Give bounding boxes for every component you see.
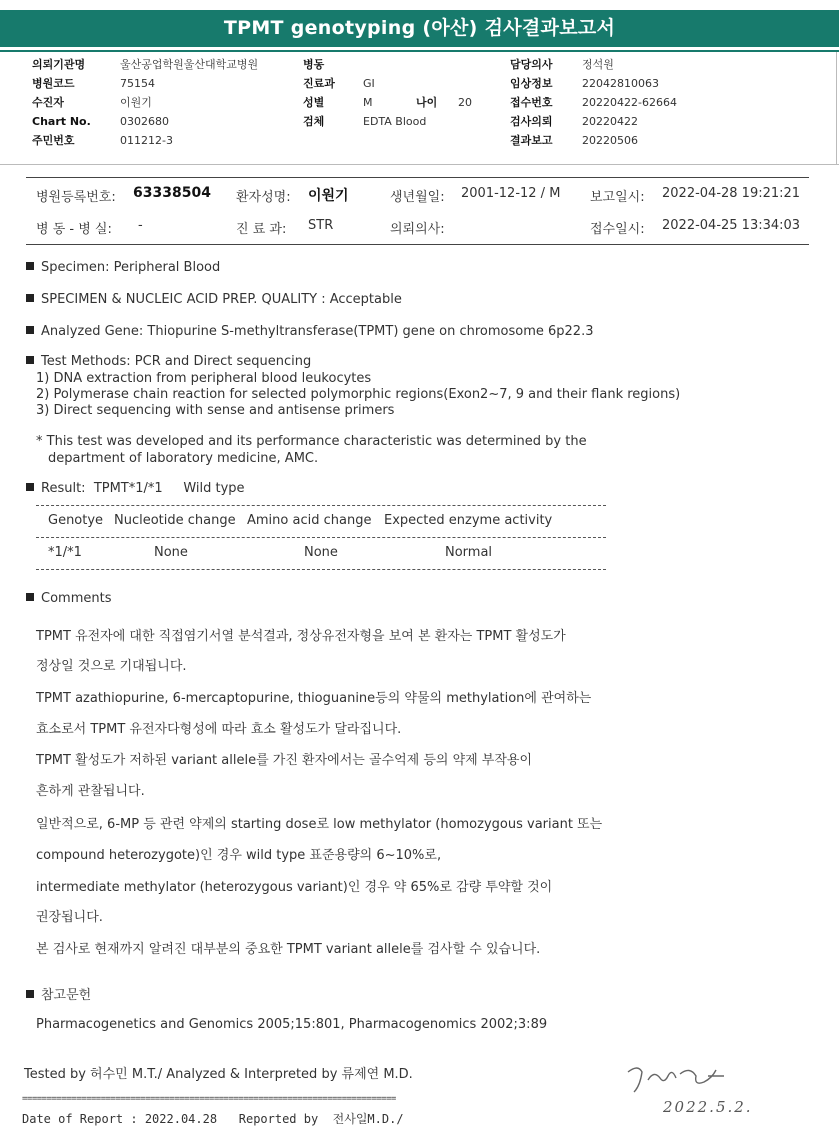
result-heading: Result: TPMT*1/*1 Wild type [26, 481, 245, 496]
method-note: department of laboratory medicine, AMC. [48, 451, 319, 466]
info-row: 임상정보 22042810063 [510, 77, 659, 90]
info-frame-right [836, 52, 837, 165]
patient-bottom-rule [26, 244, 809, 245]
comment-line: 권장됩니다. [36, 910, 103, 925]
specimen-line: Specimen: Peripheral Blood [26, 260, 220, 275]
comment-line: TPMT 유전자에 대한 직접염기서열 분석결과, 정상유전자형을 보여 본 환자는 TPMT 활성도가 [36, 629, 566, 644]
result-cell-nucleotide: None [154, 545, 188, 560]
reg-label: 병원등록번호: [36, 190, 116, 205]
info-row: 접수번호 20220422-62664 [510, 96, 677, 109]
comment-line: compound heterozygote)인 경우 wild type 표준용량의 6~10%로, [36, 848, 442, 863]
info-row: 담당의사 정석원 [510, 58, 614, 71]
info-row: 의뢰기관명 울산공업학원울산대학교병원 [32, 58, 259, 71]
dept-label: 진 료 과: [236, 222, 287, 237]
info-row: 주민번호 011212-3 [32, 134, 173, 147]
report-title: TPMT genotyping (아산) 검사결과보고서 [0, 10, 839, 47]
result-header-genotype: Genotye [48, 513, 104, 528]
ward-value: - [138, 218, 143, 233]
bullet-square-icon [26, 262, 34, 270]
comment-line: TPMT 활성도가 저하된 variant allele를 가진 환자에서는 골수억제 등의 약제 부작용이 [36, 753, 533, 768]
info-row: 진료과 GI [303, 77, 375, 90]
info-row: 검체 EDTA Blood [303, 115, 427, 128]
info-row: 성별 M 나이 20 [303, 96, 472, 109]
comment-line: 흔하게 관찰됩니다. [36, 784, 145, 799]
bullet-square-icon [26, 294, 34, 302]
info-row: 검사의뢰 20220422 [510, 115, 638, 128]
patient-top-rule [26, 177, 809, 178]
comment-line: TPMT azathiopurine, 6-mercaptopurine, thioguanine등의 약물의 methylation에 관여하는 [36, 691, 592, 706]
comment-line: 일반적으로, 6-MP 등 관련 약제의 starting dose로 low methylator (homozygous variant 또는 [36, 817, 603, 832]
receipt-time-label: 접수일시: [590, 222, 645, 237]
info-row: 수진자 이원기 [32, 96, 152, 109]
report-time-label: 보고일시: [590, 190, 645, 205]
quality-line: SPECIMEN & NUCLEIC ACID PREP. QUALITY : Acceptable [26, 292, 402, 307]
footer-divider: ============================================================================ [22, 1094, 396, 1104]
reg-value: 63338504 [133, 185, 211, 201]
result-cell-genotype: *1/*1 [48, 545, 82, 560]
references-text: Pharmacogenetics and Genomics 2005;15:801, Pharmacogenomics 2002;3:89 [36, 1017, 548, 1032]
date-of-report: Date of Report : 2022.04.28 Reported by 전사일M.D./ [22, 1112, 404, 1126]
result-table-rule [36, 505, 606, 506]
comments-heading: Comments [26, 591, 111, 606]
methods-heading: Test Methods: PCR and Direct sequencing [26, 354, 311, 369]
result-cell-amino: None [304, 545, 338, 560]
comment-line: intermediate methylator (heterozygous variant)인 경우 약 65%로 감량 투약할 것이 [36, 880, 553, 895]
info-column-2 [303, 55, 503, 131]
signature-scribble [620, 1058, 740, 1098]
name-label: 환자성명: [236, 190, 291, 205]
method-step: 2) Polymerase chain reaction for selected polymorphic regions(Exon2~7, 9 and their flank regions) [36, 387, 681, 402]
dept-value: STR [308, 218, 334, 233]
info-row: 병원코드 75154 [32, 77, 155, 90]
result-header-amino: Amino acid change [247, 513, 372, 528]
result-table-rule [36, 537, 606, 538]
references-heading: 참고문헌 [26, 984, 91, 1003]
info-row: 결과보고 20220506 [510, 134, 638, 147]
ward-label: 병 동 - 병 실: [36, 222, 112, 237]
signature-date: 2022.5.2. [663, 1098, 753, 1116]
method-step: 1) DNA extraction from peripheral blood leukocytes [36, 371, 372, 386]
comment-line: 정상일 것으로 기대됩니다. [36, 659, 187, 674]
comment-line: 본 검사로 현재까지 알려진 대부분의 중요한 TPMT variant allele를 검사할 수 있습니다. [36, 942, 541, 957]
receipt-time-value: 2022-04-25 13:34:03 [662, 218, 801, 233]
report-time-value: 2022-04-28 19:21:21 [662, 186, 801, 201]
gene-line: Analyzed Gene: Thiopurine S-methyltransferase(TPMT) gene on chromosome 6p22.3 [26, 324, 593, 339]
info-frame-bottom [0, 164, 839, 165]
tested-by: Tested by 허수민 M.T./ Analyzed & Interpreted by 류제연 M.D. [24, 1067, 413, 1082]
name-value: 이원기 [308, 188, 349, 204]
info-row: 병동 [303, 58, 325, 71]
result-header-enzyme: Expected enzyme activity [384, 513, 553, 528]
comment-line: 효소로서 TPMT 유전자다형성에 따라 효소 활성도가 달라집니다. [36, 722, 402, 737]
dob-value: 2001-12-12 / M [461, 186, 561, 201]
info-column-1 [32, 55, 332, 150]
doctor-label: 의뢰의사: [390, 222, 445, 237]
result-header-nucleotide: Nucleotide change [114, 513, 236, 528]
bullet-square-icon [26, 356, 34, 364]
info-row: Chart No. 0302680 [32, 115, 169, 128]
bullet-square-icon [26, 990, 34, 998]
info-column-3 [510, 55, 810, 150]
method-note: * This test was developed and its performance characteristic was determined by the [36, 434, 587, 449]
title-underline [0, 50, 839, 52]
result-cell-enzyme: Normal [445, 545, 493, 560]
bullet-square-icon [26, 483, 34, 491]
method-step: 3) Direct sequencing with sense and antisense primers [36, 403, 395, 418]
bullet-square-icon [26, 326, 34, 334]
result-table-rule [36, 569, 606, 570]
dob-label: 생년월일: [390, 190, 445, 205]
bullet-square-icon [26, 593, 34, 601]
